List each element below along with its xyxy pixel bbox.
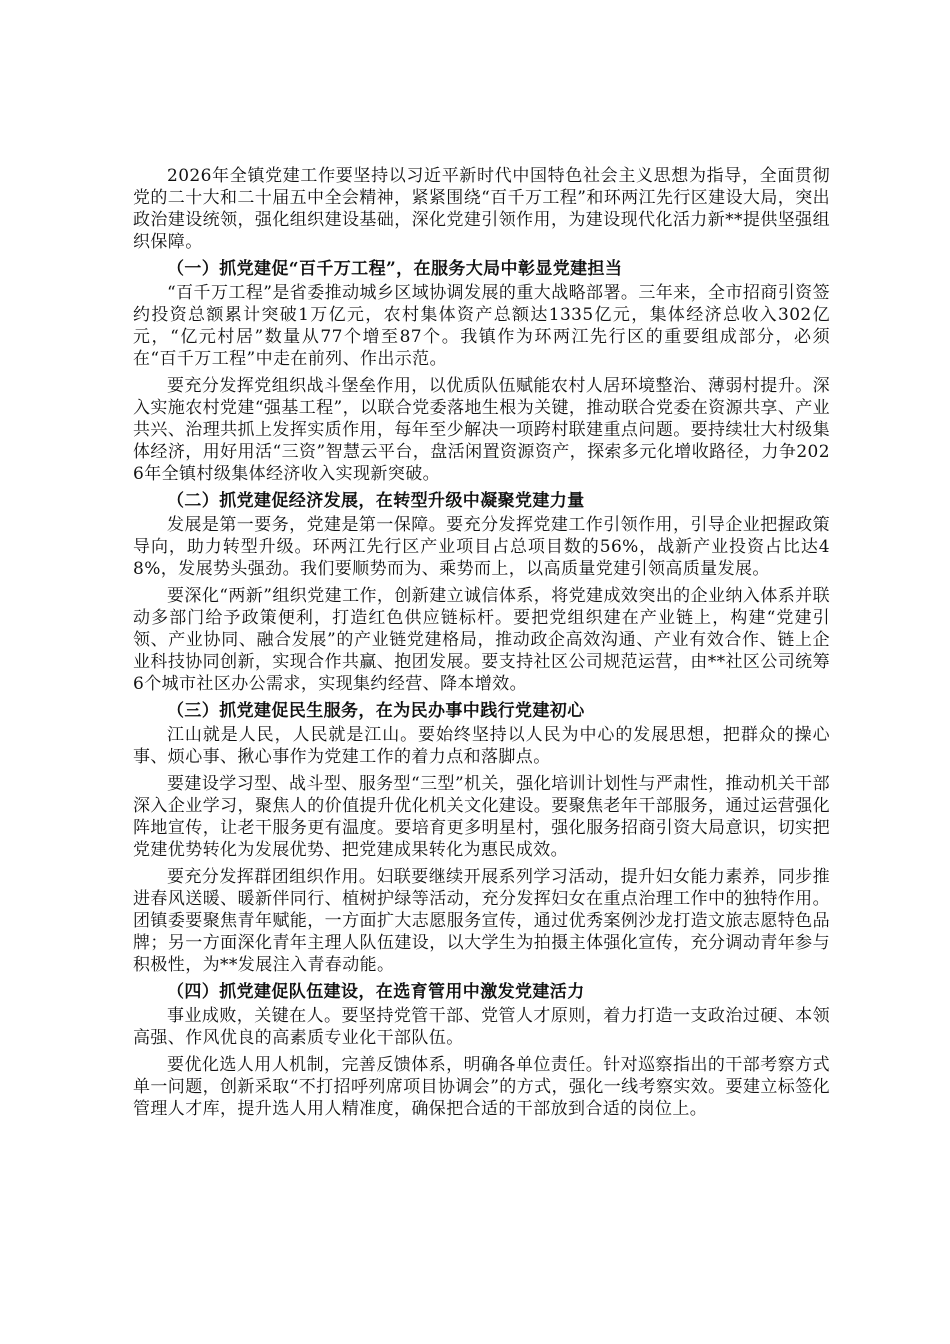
section-heading-2: （二）抓党建促经济发展，在转型升级中凝聚党建力量 [167, 491, 585, 511]
section-heading-3: （三）抓党建促民生服务，在为民办事中践行党建初心 [167, 701, 585, 721]
paragraph: 江山就是人民，人民就是江山。要始终坚持以人民为中心的发展思想，把群众的操心事、烦心事、揪心事作为党建工作的着力点和落脚点。 [133, 725, 830, 767]
paragraph: 事业成败，关键在人。要坚持党管干部、党管人才原则，着力打造一支政治过硬、本领高强、作风优良的高素质专业化干部队伍。 [133, 1006, 830, 1048]
document-body [133, 165, 830, 1125]
paragraph: 要充分发挥群团组织作用。妇联要继续开展系列学习活动，提升妇女能力素养，同步推进春风送暖、暖新伴同行、植树护绿等活动，充分发挥妇女在重点治理工作中的独特作用。团镇委要聚焦青年赋能，一方面扩大志愿服务宣传，通过优秀案例沙龙打造文旅志愿特色品牌；另一方面深化青年主理人队伍建设，以大学生为拍摄主体强化宣传，充分调动青年参与积极性，为**发展注入青春动能。 [133, 867, 830, 975]
paragraph: “百千万工程”是省委推动城乡区域协调发展的重大战略部署。三年来，全市招商引资签约投资总额累计突破1万亿元，农村集体资产总额达1335亿元，集体经济总收入302亿元，“亿元村居”数量从77个增至87个。我镇作为环两江先行区的重要组成部分，必须在“百千万工程”中走在前列、作出示范。 [133, 283, 830, 369]
paragraph: 发展是第一要务，党建是第一保障。要充分发挥党建工作引领作用，引导企业把握政策导向，助力转型升级。环两江先行区产业项目占总项目数的56%，战新产业投资占比达48%，发展势头强劲。我们要顺势而为、乘势而上，以高质量党建引领高质量发展。 [133, 515, 830, 579]
paragraph: 要优化选人用人机制，完善反馈体系，明确各单位责任。针对巡察指出的干部考察方式单一问题，创新采取“不打招呼列席项目协调会”的方式，强化一线考察实效。要建立标签化管理人才库，提升选人用人精准度，确保把合适的干部放到合适的岗位上。 [133, 1055, 830, 1119]
paragraph: 要深化“两新”组织党建工作，创新建立诚信体系，将党建成效突出的企业纳入体系并联动多部门给予政策便利，打造红色供应链标杆。要把党组织建在产业链上，构建“党建引领、产业协同、融合发展”的产业链党建格局，推动政企高效沟通、产业有效合作、链上企业科技协同创新，实现合作共赢、抱团发展。要支持社区公司规范运营，由**社区公司统筹6个城市社区办公需求，实现集约经营、降本增效。 [133, 586, 830, 694]
paragraph: 要建设学习型、战斗型、服务型“三型”机关，强化培训计划性与严肃性，推动机关干部深入企业学习，聚焦人的价值提升优化机关文化建设。要聚焦老年干部服务，通过运营强化阵地宣传，让老干服务更有温度。要培育更多明星村，强化服务招商引资大局意识，切实把党建优势转化为发展优势、把党建成果转化为惠民成效。 [133, 774, 830, 860]
section-heading-1: （一）抓党建促“百千万工程”，在服务大局中彰显党建担当 [167, 259, 623, 279]
paragraph: 要充分发挥党组织战斗堡垒作用，以优质队伍赋能农村人居环境整治、薄弱村提升。深入实施农村党建“强基工程”，以联合党委落地生根为关键，推动联合党委在资源共享、产业共兴、治理共抓上发挥实质作用，每年至少解决一项跨村联建重点问题。要持续壮大村级集体经济，用好用活“三资”智慧云平台，盘活闲置资源资产，探索多元化增收路径，力争2026年全镇村级集体经济收入实现新突破。 [133, 376, 830, 484]
section-heading-4: （四）抓党建促队伍建设，在选育管用中激发党建活力 [167, 982, 585, 1002]
intro-paragraph: 2026年全镇党建工作要坚持以习近平新时代中国特色社会主义思想为指导，全面贯彻党的二十大和二十届五中全会精神，紧紧围绕“百千万工程”和环两江先行区建设大局，突出政治建设统领，强化组织建设基础，深化党建引领作用，为建设现代化活力新**提供坚强组织保障。 [133, 166, 830, 252]
